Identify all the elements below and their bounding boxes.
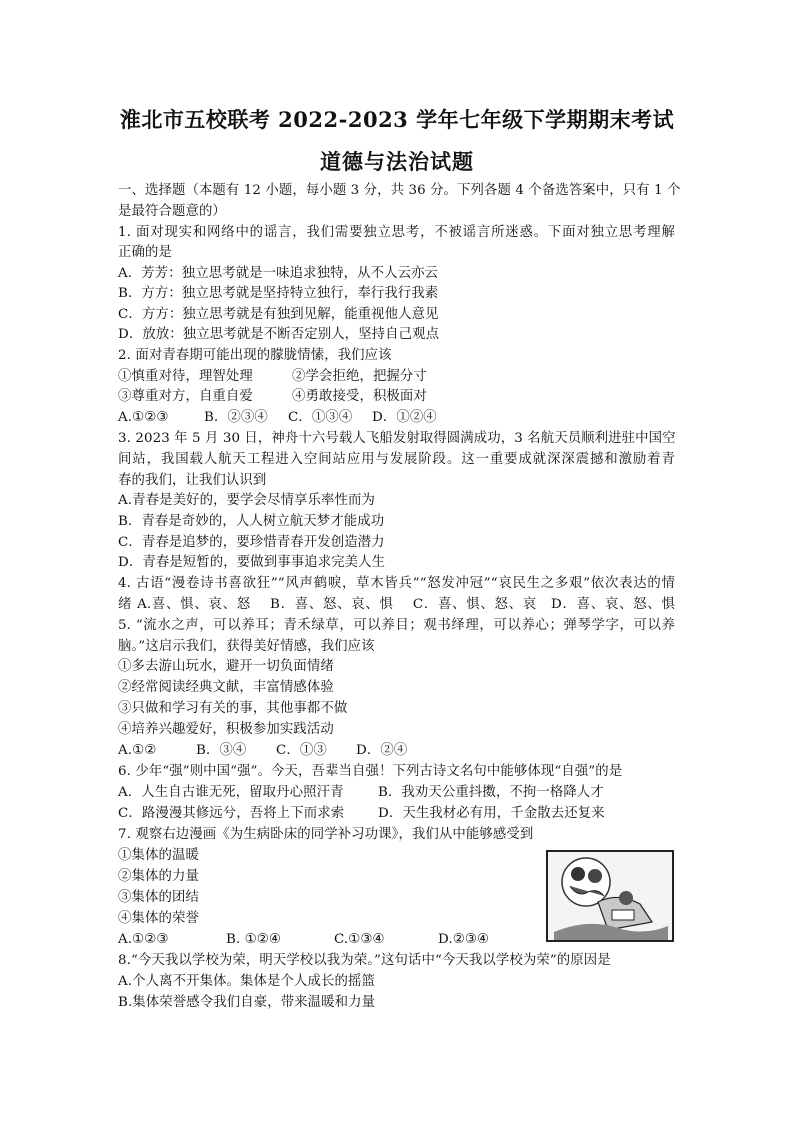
q7-statement-2: ②集体的力量 — [118, 869, 199, 884]
q3-option-a: A.青春是美好的，要学会尽情享乐率性而为 — [118, 493, 375, 508]
q6-option-a: A．人生自古谁无死，留取丹心照汗青 — [118, 785, 344, 800]
q8-stem: 8.“今天我以学校为荣，明天学校以我为荣。”这句话中“今天我以学校为荣”的原因是 — [118, 953, 611, 968]
q2-answer-c: C．①③④ — [288, 410, 353, 425]
q3-option-b: B．青春是奇妙的，人人树立航天梦才能成功 — [118, 514, 385, 529]
q3-option-c: C．青春是追梦的，要珍惜青春开发创造潜力 — [118, 535, 385, 550]
q1-stem-line1: 1. 面对现实和网络中的谣言，我们需要独立思考，不被谣言所迷惑。下面对独立思考理解 — [118, 225, 675, 240]
q1-option-b: B．方方：独立思考就是坚持特立独行，奉行我行我素 — [118, 286, 439, 301]
q7-answer-a: A.①②③ — [118, 932, 169, 947]
q5-answer-c: C．①③ — [276, 743, 327, 758]
q3-stem-line1: 3. 2023 年 5 月 30 日，神舟十六号载人飞船发射取得圆满成功，3 名航天员顺利进驻中国空 — [118, 431, 676, 446]
q5-statement-3: ③只做和学习有关的事，其他事都不做 — [118, 701, 348, 716]
q2-statement-3: ③尊重对方，自重自爱 — [118, 389, 253, 404]
q2-statement-1: ①慎重对待，理智处理 — [118, 369, 253, 384]
q7-answer-d: D.②③④ — [438, 932, 490, 947]
q2-statement-4: ④勇敢接受，积极面对 — [292, 389, 427, 404]
q2-answer-options — [118, 408, 437, 428]
q8-option-a: A.个人离不开集体。集体是个人成长的摇篮 — [118, 974, 375, 989]
q2-answer-a: A.①②③ — [118, 410, 169, 425]
q5-answer-a: A.①② — [118, 743, 157, 758]
q7-stem: 7. 观察右边漫画《为生病卧床的同学补习功课》，我们从中能够感受到 — [118, 827, 534, 842]
q8-option-b: B.集体荣誉感令我们自豪，带来温暖和力量 — [118, 995, 376, 1010]
exam-title: 淮北市五校联考 2022-2023 学年七年级下学期期末考试 — [119, 107, 675, 132]
q3-option-d: D．青春是短暂的，要做到事事追求完美人生 — [118, 555, 386, 570]
q6-option-d: D．天生我材必有用，千金散去还复来 — [378, 806, 605, 821]
q2-answer-b: B．②③④ — [204, 410, 268, 425]
q1-option-d: D．放放：独立思考就是不断否定别人，坚持自己观点 — [118, 327, 440, 342]
section-intro-line2: 是最符合题意的） — [118, 204, 226, 219]
q1-option-a: A．芳芳：独立思考就是一味追求独特，从不人云亦云 — [118, 266, 439, 281]
section-intro-line1: 一、选择题（本题有 12 小题，每小题 3 分，共 36 分。下列各题 4 个备选答案中，只有 1 个 — [118, 183, 681, 198]
q2-answer-d: D．①②④ — [372, 410, 437, 425]
q7-statement-3: ③集体的团结 — [118, 890, 199, 905]
q7-statement-4: ④集体的荣誉 — [118, 911, 199, 926]
q5-statement-4: ④培养兴趣爱好，积极参加实践活动 — [118, 722, 334, 737]
q1-stem-line2: 正确的是 — [118, 245, 172, 260]
q7-answer-options — [118, 930, 489, 950]
exam-subtitle: 道德与法治试题 — [320, 149, 474, 174]
q4-stem-line2: 绪 A.喜、惧、哀、怒 B．喜、怒、哀、惧 C．喜、惧、怒、哀 D．喜、哀、怒、惧 — [118, 597, 675, 612]
q2-statements-row2 — [118, 387, 427, 407]
q4-stem-line1: 4. 古语“漫卷诗书喜欲狂”“风声鹤唳，草木皆兵”“怒发冲冠”“哀民生之多艰”依次表达的情 — [118, 576, 675, 591]
q3-stem-line3: 春的我们，让我们认识到 — [118, 473, 267, 488]
cartoon-students-icon — [548, 852, 672, 940]
q6-options-row1 — [118, 783, 604, 803]
q3-stem-line2: 间站，我国载人航天工程进入空间站应用与发展阶段。这一重要成就深深震撼和激励着青 — [118, 452, 675, 467]
q6-option-b: B．我劝天公重抖擞，不拘一格降人才 — [378, 785, 604, 800]
q7-answer-c: C.①③④ — [334, 932, 385, 947]
q7-answer-b: B. ①②④ — [226, 932, 281, 947]
q2-statement-2: ②学会拒绝，把握分寸 — [292, 369, 427, 384]
q5-answer-options — [118, 741, 407, 761]
q7-cartoon-image — [546, 850, 674, 942]
q7-statement-1: ①集体的温暖 — [118, 848, 199, 863]
q1-option-c: C．方方：独立思考就是有独到见解，能重视他人意见 — [118, 307, 439, 322]
q5-statement-2: ②经常阅读经典文献，丰富情感体验 — [118, 680, 334, 695]
q5-answer-d: D．②④ — [356, 743, 408, 758]
q2-statements-row1 — [118, 367, 427, 387]
q6-stem: 6. 少年“强”则中国“强”。今天，吾辈当自强！下列古诗文名句中能够体现“自强”的是 — [118, 764, 623, 779]
q6-options-row2 — [118, 804, 605, 824]
q5-stem-line2: 脑。”这启示我们，获得美好情感，我们应该 — [118, 639, 375, 654]
q6-option-c: C．路漫漫其修远兮，吾将上下而求索 — [118, 806, 345, 821]
q2-stem: 2. 面对青春期可能出现的朦胧情愫，我们应该 — [118, 348, 392, 363]
q5-statement-1: ①多去游山玩水，避开一切负面情绪 — [118, 659, 334, 674]
q5-stem-line1: 5. “流水之声，可以养耳；青禾绿草，可以养目；观书绎理，可以养心；弹琴学字，可以养 — [118, 618, 675, 633]
q5-answer-b: B．③④ — [196, 743, 247, 758]
